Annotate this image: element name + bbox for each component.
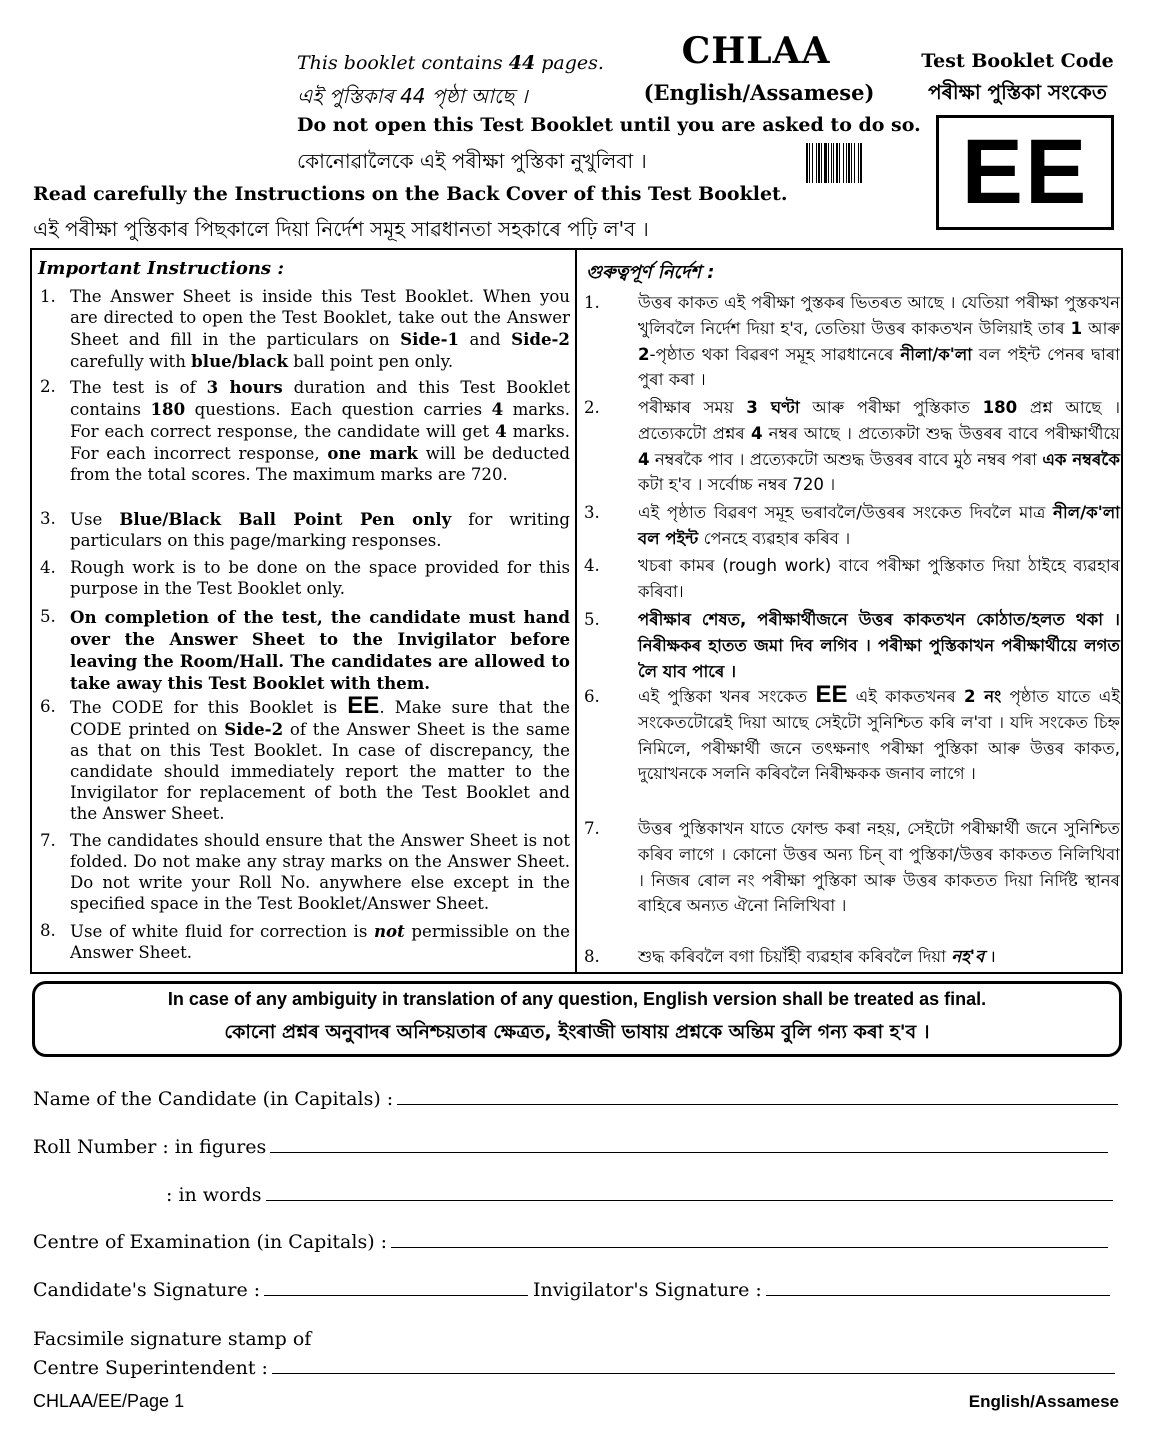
- list-item-text: এই পৃষ্ঠাত বিৱৰণ সমূহ ভৰাবলৈ/উত্তৰৰ সংকেত দিবলৈ মাত্ৰ নীল/ক'লা বল পইন্ট পেনহে ব্যৱহাৰ কৰিব ।: [638, 503, 1120, 548]
- list-item-number: 5.: [584, 610, 600, 629]
- instructions-divider: [575, 248, 577, 974]
- list-item-text: এই পুস্তিকা খনৰ সংকেত EE এই কাকতখনৰ 2 নং পৃষ্ঠাত যাতে এই সংকেতটোৱেই দিয়া আছে সেইটো সুনিশ্চিত কৰি ল'বা । যদি সংকেত চিহ্ন নিমিলে, পৰীক্ষাৰ্থী জনে তৎক্ষনাৎ পৰীক্ষা পুস্তিকা আৰু উত্তৰ কাকত, দুয়োখনকে সলনি কৰিবলৈ নিৰীক্ষকক জনাব লাগে ।: [638, 681, 1120, 784]
- superintendent-line[interactable]: [272, 1358, 1115, 1374]
- list-item-number: 1.: [40, 287, 56, 306]
- roll-words-field[interactable]: [166, 1184, 1113, 1206]
- list-item-text: On completion of the test, the candidate must hand over the Answer Sheet to the Invigilator before leaving the Room/Hall. The candidates are allowed to take away this Test Booklet with them.: [70, 607, 570, 693]
- instructions-title-as: গুৰুত্বপূৰ্ণ নিৰ্দেশ :: [586, 262, 715, 283]
- list-item-text: Use of white fluid for correction is not permissible on the Answer Sheet.: [70, 921, 570, 962]
- test-booklet-code-label-en: Test Booklet Code: [921, 50, 1114, 72]
- list-item-text: The Answer Sheet is inside this Test Booklet. When you are directed to open the Test Booklet, take out the Answer Sheet and fill in the particulars on Side-1 and Side-2 carefully with blue/black ball point pen only.: [70, 287, 570, 371]
- instruction-as-item-5: [584, 607, 1120, 684]
- list-item-number: 3.: [584, 503, 600, 522]
- page-count-en: This booklet contains 44 pages.: [297, 52, 604, 74]
- instruction-as-item-1: [584, 290, 1120, 393]
- exam-centre-label: Centre of Examination (in Capitals) :: [33, 1231, 388, 1253]
- instructions-title-en: Important Instructions :: [38, 258, 284, 279]
- candidate-signature-line[interactable]: [264, 1280, 528, 1296]
- list-item-text: Rough work is to be done on the space provided for this purpose in the Test Booklet only.: [70, 558, 570, 598]
- invigilator-signature-field[interactable]: [533, 1279, 1110, 1301]
- list-item-number: 2.: [40, 377, 56, 396]
- list-item-text: Use Blue/Black Ball Point Pen only for writing particulars on this page/marking responses.: [70, 509, 570, 550]
- list-item-number: 6.: [40, 697, 56, 716]
- exam-centre-line[interactable]: [391, 1232, 1108, 1248]
- list-item-text: উত্তৰ পুস্তিকাখন যাতে ফোল্ড কৰা নহয়, সেইটো পৰীক্ষাৰ্থী জনে সুনিশ্চিত কৰিব লাগে । কোনো উত্তৰ অন্য চিন্ বা পুস্তিকা/উত্তৰ কাকতত নিলিখিবা । নিজৰ ৰোল নং পৰীক্ষা পুস্তিকা আৰু উত্তৰ কাকতত দিয়া নিৰ্দিষ্ট স্থানৰ ৰাহিৰে অন্যত ঐনো নিলিখিবা ।: [638, 819, 1120, 916]
- page-footer-left: CHLAA/EE/Page 1: [33, 1391, 185, 1411]
- instruction-en-item-4: [40, 558, 570, 600]
- invigilator-signature-line[interactable]: [766, 1280, 1110, 1296]
- instruction-as-item-3: [584, 500, 1120, 552]
- list-item-number: 7.: [584, 819, 600, 838]
- exam-centre-field[interactable]: [33, 1231, 1108, 1253]
- read-instructions-en: Read carefully the Instructions on the Back Cover of this Test Booklet.: [33, 183, 788, 205]
- invigilator-signature-label: Invigilator's Signature :: [533, 1279, 762, 1301]
- list-item-text: শুদ্ধ কৰিবলৈ বগা চিয়াঁহী ব্যৱহাৰ কৰিবলৈ দিয়া নহ'ব ।: [638, 947, 996, 966]
- list-item-number: 1.: [584, 293, 600, 312]
- list-item-number: 4.: [584, 556, 600, 575]
- paper-language: (English/Assamese): [643, 80, 875, 105]
- roll-words-line[interactable]: [266, 1185, 1113, 1201]
- facsimile-label-line1: Facsimile signature stamp of: [33, 1328, 312, 1350]
- list-item-number: 8.: [40, 921, 56, 940]
- read-instructions-as: এই পৰীক্ষা পুস্তিকাৰ পিছকালে দিয়া নিৰ্দেশ সমূহ সাৱধানতা সহকাৰে পঢ়ি ল'ব ।: [33, 217, 649, 241]
- instruction-as-item-8: [584, 944, 1120, 970]
- list-item-number: 4.: [40, 558, 56, 577]
- instruction-en-item-1: [40, 287, 570, 373]
- list-item-number: 7.: [40, 831, 56, 850]
- page-footer-right: English/Assamese: [968, 1392, 1119, 1411]
- list-item-number: 2.: [584, 398, 600, 417]
- list-item-text: পৰীক্ষাৰ সময় 3 ঘণ্টা আৰু পৰীক্ষা পুস্তিকাত 180 প্ৰশ্ন আছে । প্ৰত্যেকটো প্ৰশ্নৰ 4 নম্বৰ আছে । প্ৰত্যেকটা শুদ্ধ উত্তৰৰ বাবে পৰীক্ষাৰ্থীয়ে 4 নম্বৰকৈ পাব । প্ৰত্যেকটো অশুদ্ধ উত্তৰৰ বাবে মুঠ নম্বৰ পৰা এক নম্বৰকৈ কটা হ'ব । সৰ্বোচ্চ নম্বৰ 720 ।: [638, 398, 1121, 495]
- list-item-number: 5.: [40, 607, 56, 626]
- candidate-name-field[interactable]: [33, 1088, 1118, 1110]
- list-item-text: উত্তৰ কাকত এই পৰীক্ষা পুস্তকৰ ভিতৰত আছে । যেতিয়া পৰীক্ষা পুস্তকখন খুলিবলৈ নিৰ্দেশ দিয়া হ'ব, তেতিয়া উত্তৰ কাকতখন উলিয়াই তাৰ 1 আৰু 2-পৃষ্ঠাত থকা বিৱৰণ সমূহ সাৱধানেৰে নীলা/ক'লা বল পইন্ট পেনৰ দ্বাৰা পুৰা কৰা ।: [638, 293, 1120, 390]
- candidate-name-label: Name of the Candidate (in Capitals) :: [33, 1088, 394, 1110]
- paper-code: CHLAA: [681, 30, 831, 72]
- instruction-en-item-7: [40, 831, 570, 915]
- ambiguity-notice-as: কোনো প্ৰশ্নৰ অনুবাদৰ অনিশ্চয়তাৰ ক্ষেত্ৰত, ইংৰাজী ভাষায় প্ৰশ্নকে অন্তিম বুলি গন্য কৰা হ'ব ।: [224, 1021, 930, 1043]
- list-item-text: The candidates should ensure that the Answer Sheet is not folded. Do not make any stray marks on the Answer Sheet. Do not write your Roll No. anywhere else except in the specified space in the Test Booklet/Answer Sheet.: [70, 831, 570, 913]
- instruction-as-item-2: [584, 395, 1120, 498]
- barcode-icon: [806, 143, 908, 183]
- candidate-signature-field[interactable]: [33, 1279, 528, 1301]
- page-count-as: এই পুস্তিকাৰ 44 পৃষ্ঠা আছে ।: [297, 84, 528, 108]
- list-item-number: 3.: [40, 509, 56, 528]
- list-item-number: 8.: [584, 947, 600, 966]
- ambiguity-notice-en: In case of any ambiguity in translation of any question, English version shall be treated as final.: [167, 989, 987, 1009]
- candidate-name-line[interactable]: [397, 1089, 1118, 1105]
- roll-words-label: : in words: [166, 1184, 262, 1206]
- candidate-signature-label: Candidate's Signature :: [33, 1279, 261, 1301]
- list-item-text: The test is of 3 hours duration and this Test Booklet contains 180 questions. Each question carries 4 marks. For each correct response, the candidate will get 4 marks. For each incorrect response, one mark will be deducted from the total scores. The maximum marks are 720.: [70, 377, 570, 484]
- list-item-text: পৰীক্ষাৰ শেষত, পৰীক্ষাৰ্থীজনে উত্তৰ কাকতখন কোঠাত/হলত থকা । নিৰীক্ষকৰ হাতত জমা দিব লগিব । পৰীক্ষা পুস্তিকাখন পৰীক্ষাৰ্থীয়ে লগত লৈ যাব পাৰে ।: [638, 610, 1120, 681]
- list-item-text: খচৰা কামৰ (rough work) বাবে পৰীক্ষা পুস্তিকাত দিয়া ঠাইহে ব্যৱহাৰ কৰিবা।: [638, 556, 1120, 601]
- superintendent-field[interactable]: [33, 1357, 1115, 1379]
- list-item-number: 6.: [584, 687, 600, 706]
- instruction-as-item-7: [584, 816, 1120, 919]
- instruction-en-item-8: [40, 921, 570, 964]
- instruction-as-item-6: [584, 681, 1120, 787]
- instruction-en-item-3: [40, 509, 570, 552]
- booklet-code-box: EE: [936, 115, 1114, 230]
- instruction-en-item-2: [40, 377, 570, 486]
- superintendent-label: Centre Superintendent :: [33, 1357, 268, 1379]
- instruction-en-item-6: [40, 692, 570, 824]
- test-booklet-code-label-as: পৰীক্ষা পুস্তিকা সংকেত: [928, 80, 1107, 104]
- instruction-as-item-4: [584, 553, 1120, 605]
- do-not-open-as: কোনোৱালৈকে এই পৰীক্ষা পুস্তিকা নুখুলিবা ।: [297, 149, 647, 173]
- roll-figures-line[interactable]: [270, 1137, 1108, 1153]
- list-item-text: The CODE for this Booklet is EE. Make sure that the CODE printed on Side-2 of the Answer Sheet is the same as that on this Test Booklet. In case of discrepancy, the candidate should immediately report the matter to the Invigilator for replacement of both the Test Booklet and the Answer Sheet.: [70, 692, 570, 823]
- roll-figures-field[interactable]: [33, 1136, 1108, 1158]
- instruction-en-item-5: [40, 607, 570, 695]
- roll-figures-label: Roll Number : in figures: [33, 1136, 267, 1158]
- do-not-open-en: Do not open this Test Booklet until you are asked to do so.: [297, 114, 921, 136]
